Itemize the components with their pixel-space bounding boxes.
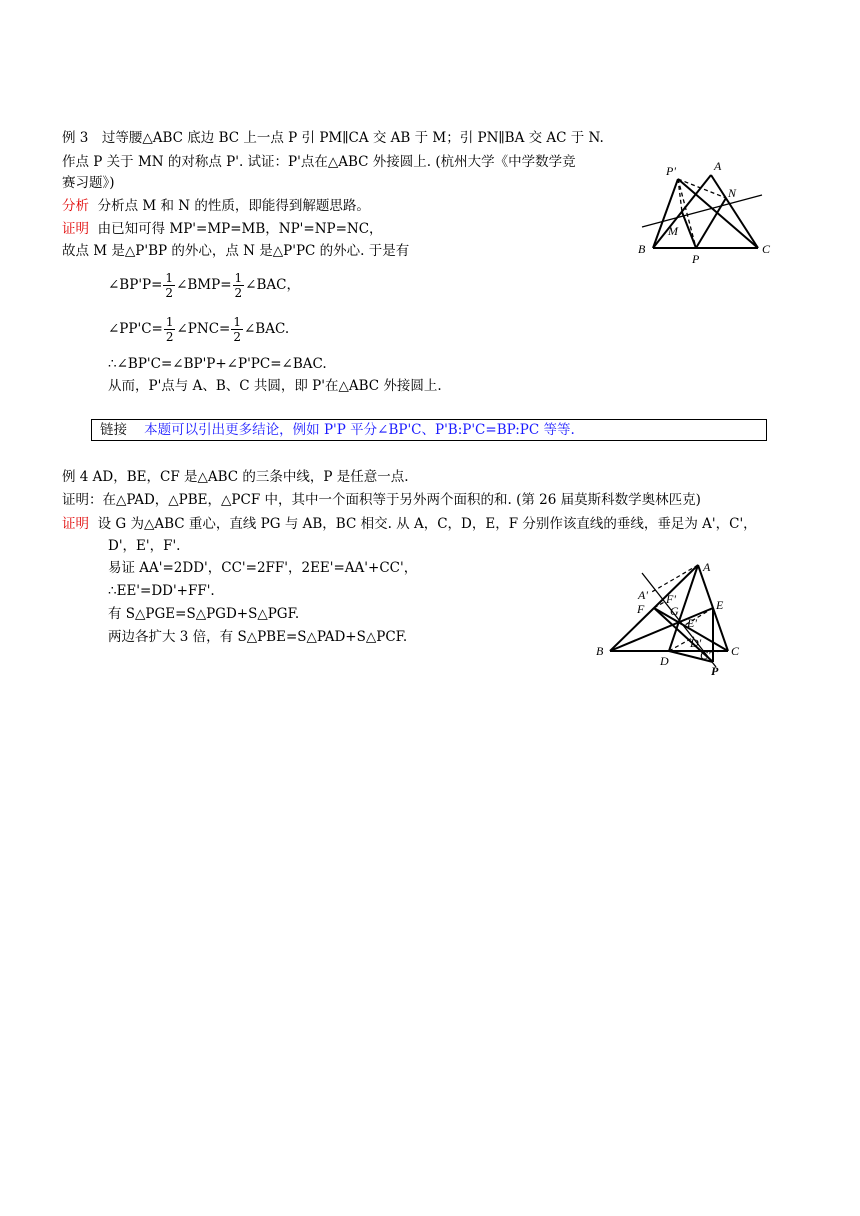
label-e-prime: E' [687, 616, 697, 630]
fraction-half: $\frac{1}{2}$ [165, 315, 174, 344]
ex3-line3: 赛习题》) [62, 175, 115, 191]
link-line [100, 420, 575, 440]
ex4-proof-line5: 有 S△PGE=S△PGD+S△PGF. [108, 606, 300, 622]
eq2-left: ∠PP'C= [108, 321, 163, 337]
label-g: G [670, 604, 679, 618]
ex3-conclusion: 从而，P'点与 A、B、C 共圆，即 P'在△ABC 外接圆上. [108, 378, 442, 394]
label-n: N [728, 186, 737, 200]
ex4-line1: 例 4 AD，BE，CF 是△ABC 的三条中线，P 是任意一点. [62, 469, 409, 485]
fraction-half: $\frac{1}{2}$ [165, 271, 174, 300]
link-label: 链接 [100, 422, 127, 438]
fraction-half: $\frac{1}{2}$ [233, 315, 241, 344]
label-b: B [638, 242, 646, 256]
label-c-prime: C' [700, 648, 711, 662]
label-f-prime: F' [666, 592, 676, 606]
label-a: A [703, 560, 711, 574]
segment-p1m [678, 179, 682, 212]
label-d: D [660, 654, 669, 668]
ex4-proof-line2: D'，E'，F'. [108, 538, 181, 554]
ex4-proof [62, 514, 757, 534]
ex4-proof-line4: ∴EE'=DD'+FF'. [108, 583, 215, 599]
label-e: E [716, 598, 724, 612]
segment-p1c [678, 179, 758, 248]
label-p: P [711, 664, 719, 678]
label-p: P [692, 252, 700, 266]
eq1-right: ∠BAC， [245, 277, 300, 293]
segment-pm [682, 212, 696, 248]
ex4-line2: 证明：在△PAD，△PBE，△PCF 中，其中一个面积等于另外两个面积的和. (第 26 届莫斯科数学奥林匹克) [62, 492, 701, 508]
proof-text: 设 G 为△ABC 重心，直线 PG 与 AB，BC 相交. 从 A，C，D，E，F 分别作该直线的垂线，垂足为 A'，C'， [97, 516, 757, 532]
eq2-right: ∠BAC. [243, 321, 290, 337]
ex3-line1: 例 3 过等腰△ABC 底边 BC 上一点 P 引 PM∥CA 交 AB 于 M；引 PN∥BA 交 AC 于 N. [62, 130, 604, 146]
analysis-label: 分析 [62, 198, 89, 214]
ex4-proof-line3: 易证 AA'=2DD'，CC'=2FF'，2EE'=AA'+CC'， [108, 560, 418, 576]
ex3-analysis [62, 196, 370, 216]
label-b: B [596, 644, 604, 658]
label-a-prime: A' [638, 588, 648, 602]
proof-label: 证明 [62, 221, 89, 237]
label-f: F [637, 602, 645, 616]
label-m: M [668, 224, 678, 238]
analysis-text: 分析点 M 和 N 的性质，即能得到解题思路。 [97, 198, 370, 214]
label-c: C [731, 644, 740, 658]
proof-label: 证明 [62, 516, 89, 532]
ex3-eq1 [108, 268, 300, 302]
fraction-half: $\frac{1}{2}$ [234, 271, 243, 300]
link-text: 本题可以引出更多结论，例如 P'P 平分∠BP'C、P'B:P'C=BP:PC 等等. [144, 422, 575, 438]
proof-text: 由已知可得 MP'=MP=MB，NP'=NP=NC， [97, 221, 383, 237]
ex3-eq3: ∴∠BP'C=∠BP'P+∠P'PC=∠BAC. [108, 356, 327, 372]
label-c: C [762, 242, 771, 256]
label-a: A [714, 159, 722, 173]
eq1-mid: ∠BMP= [176, 277, 232, 293]
ex3-proof-line2: 故点 M 是△P'BP 的外心，点 N 是△P'PC 的外心. 于是有 [62, 243, 410, 259]
ex3-line2: 作点 P 关于 MN 的对称点 P'. 试证：P'点在△ABC 外接圆上. (杭州大学《中学数学竞 [62, 154, 576, 170]
eq2-mid: ∠PNC= [176, 321, 231, 337]
ex3-proof [62, 219, 383, 239]
eq1-left: ∠BP'P= [108, 277, 163, 293]
figure-medians-triangle [590, 555, 750, 680]
figure-triangle-circumcircle [630, 155, 780, 270]
label-p-prime: P' [666, 164, 676, 178]
label-d-prime: D' [690, 636, 702, 650]
ex3-eq2 [108, 312, 289, 346]
ex4-proof-line6: 两边各扩大 3 倍，有 S△PBE=S△PAD+S△PCF. [108, 629, 408, 645]
